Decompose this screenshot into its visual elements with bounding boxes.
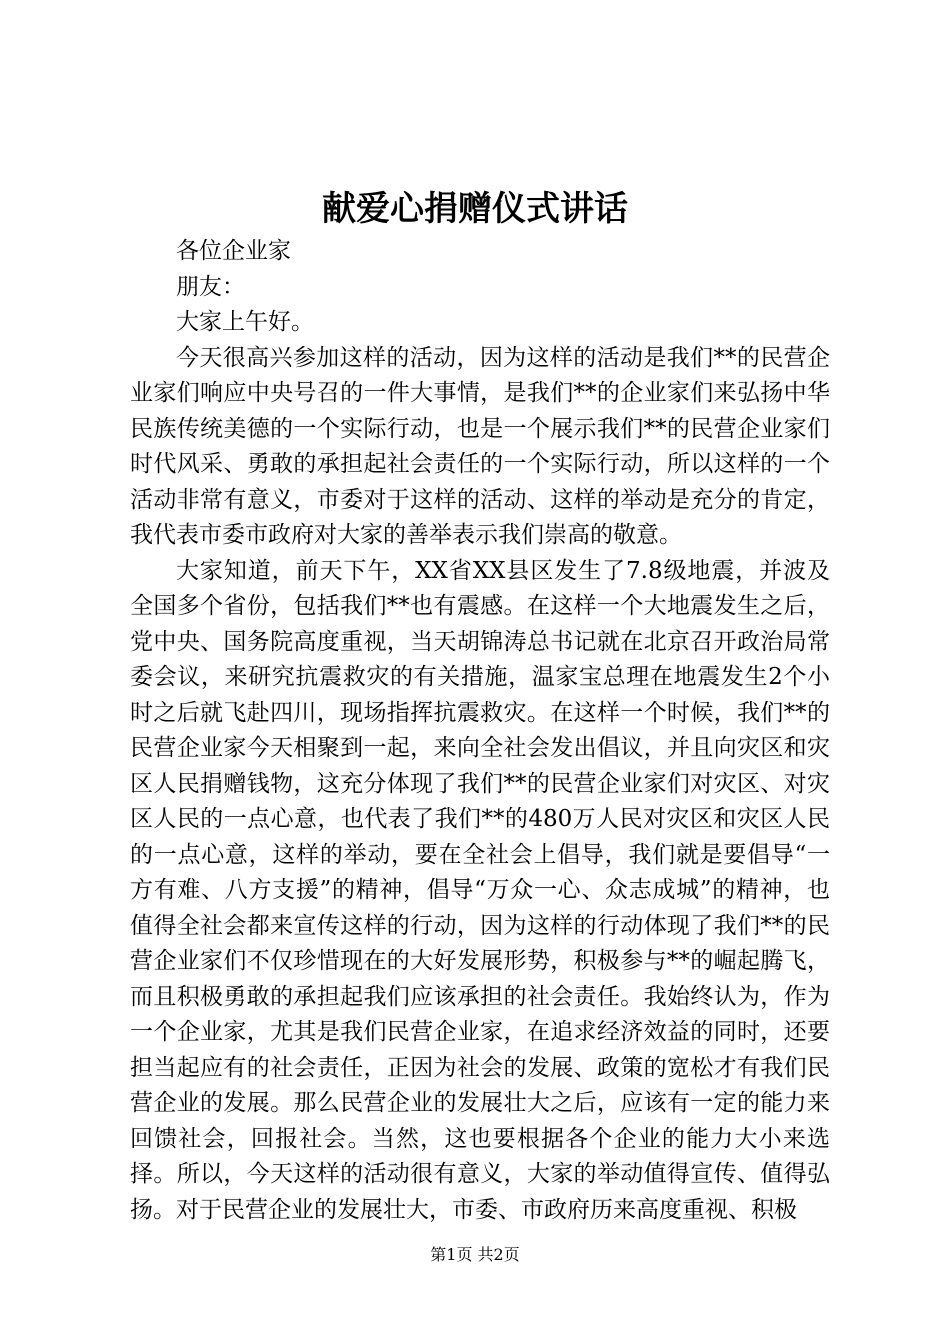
body-paragraph: 今天很高兴参加这样的活动，因为这样的活动是我们**的民营企业家们响应中央号召的一件大事情，是我们**的企业家们来弘扬中华民族传统美德的一个实际行动，也是一个展示我们**的民营企业家们时代风采、勇敢的承担起社会责任的一个实际行动，所以这样的一个活动非常有意义，市委对于这样的活动、这样的举动是充分的肯定，我代表市委市政府对大家的善举表示我们崇高的敬意。 — [130, 344, 830, 548]
salutation-line-2: 朋友： — [176, 273, 245, 300]
document-body — [130, 234, 830, 1228]
greeting-paragraph: 大家上午好。 — [176, 309, 314, 335]
page-footer: 第1页 共2页 — [430, 1245, 520, 1264]
document-title: 献爱心捐赠仪式讲话 — [322, 189, 628, 229]
body-paragraph: 大家知道，前天下午，XX省XX县区发生了7.8级地震，并波及全国多个省份，包括我们**也有震感。在这样一个大地震发生之后，党中央、国务院高度重视，当天胡锦涛总书记就在北京召开政治局常委会议，来研究抗震救灾的有关措施，温家宝总理在地震发生2个小时之后就飞赴四川，现场指挥抗震救灾。在这样一个时候，我们**的民营企业家今天相聚到一起，来向全社会发出倡议，并且向灾区和灾区人民捐赠钱物，这充分体现了我们**的民营企业家们对灾区、对灾区人民的一点心意，也代表了我们**的480万人民对灾区和灾区人民的一点心意，这样的举动，要在全社会上倡导，我们就是要倡导“一方有难、八方支援”的精神，倡导“万众一心、众志成城”的精神，也值得全社会都来宣传这样的行动，因为这样的行动体现了我们**的民营企业家们不仅珍惜现在的大好发展形势，积极参与**的崛起腾飞，而且积极勇敢的承担起我们应该承担的社会责任。我始终认为，作为一个企业家，尤其是我们民营企业家，在追求经济效益的同时，还要担当起应有的社会责任，正因为社会的发展、政策的宽松才有我们民营企业的发展。那么民营企业的发展壮大之后，应该有一定的能力来回馈社会，回报社会。当然，这也要根据各个企业的能力大小来选择。所以，今天这样的活动很有意义，大家的举动值得宣传、值得弘扬。对于民营企业的发展壮大，市委、市政府历来高度重视、积极 — [130, 557, 830, 1223]
salutation-line-1: 各位企业家 — [176, 238, 291, 264]
